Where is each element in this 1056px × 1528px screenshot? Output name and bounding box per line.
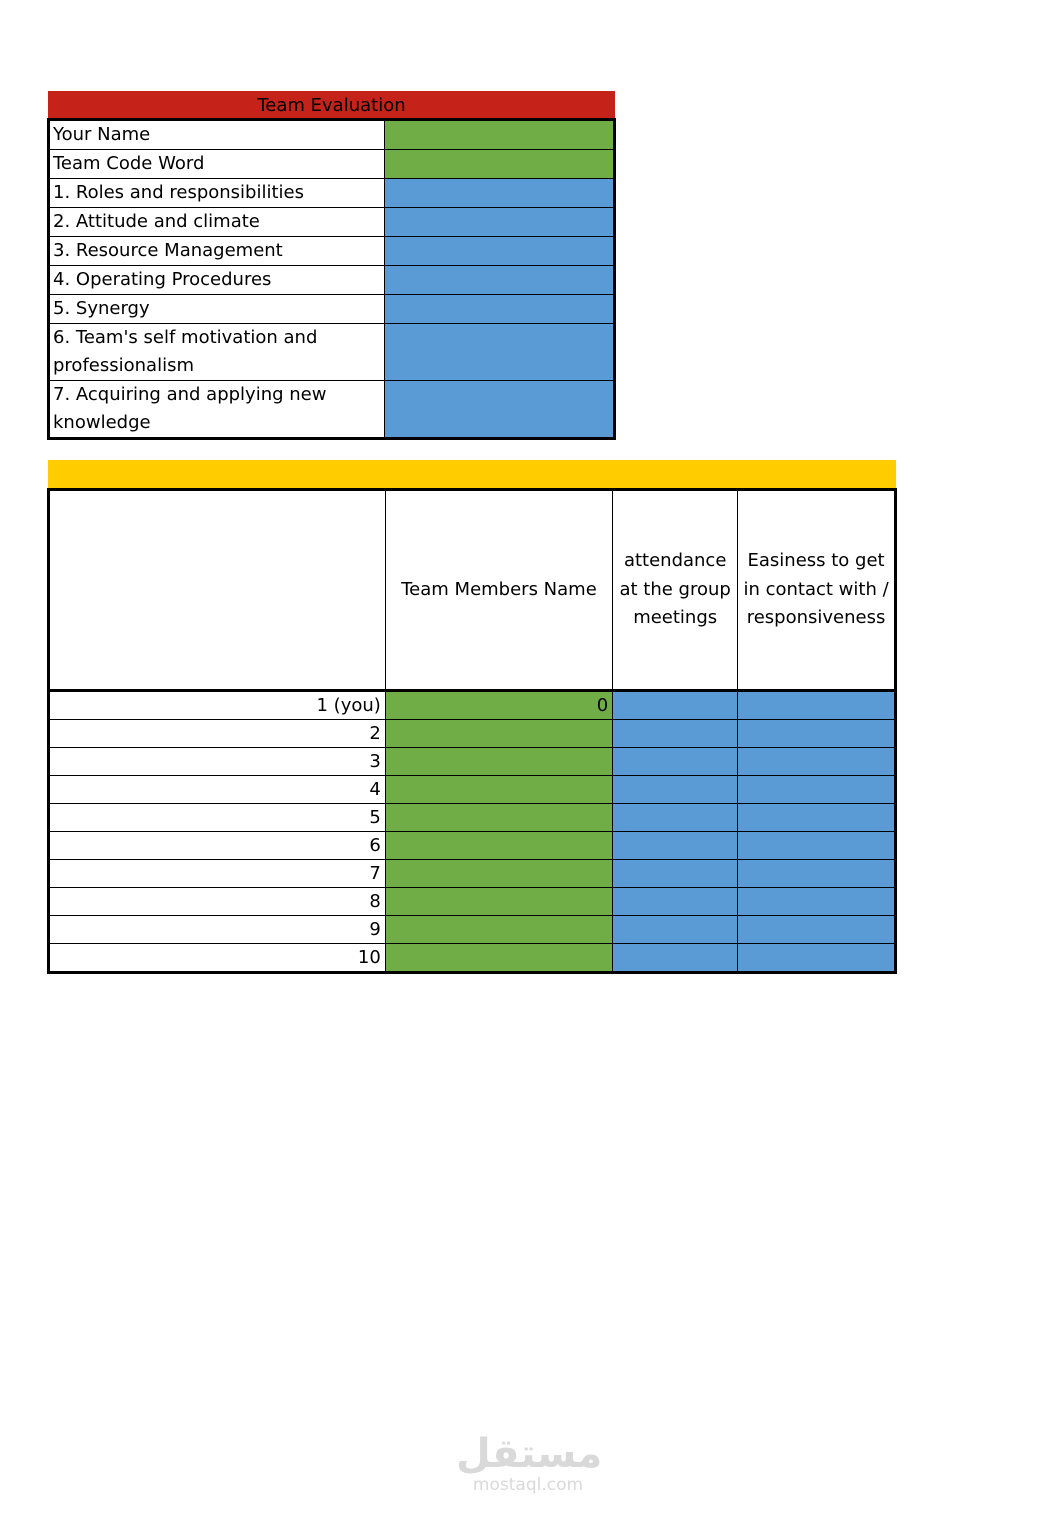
responsiveness-rating-input[interactable] [738, 860, 896, 888]
member-number: 7 [49, 860, 386, 888]
responsiveness-rating-input[interactable] [738, 748, 896, 776]
member-number: 10 [49, 944, 386, 973]
members-table [47, 488, 897, 974]
eval-row-team-code [49, 150, 615, 179]
member-name-input[interactable] [385, 860, 612, 888]
member-number: 6 [49, 832, 386, 860]
responsiveness-rating-input[interactable] [738, 804, 896, 832]
table-row [49, 832, 896, 860]
eval-row-roles [49, 179, 615, 208]
member-name-input[interactable] [385, 720, 612, 748]
eval-row-knowledge [49, 381, 615, 439]
eval-row-motivation [49, 324, 615, 381]
motivation-rating-input[interactable] [384, 324, 614, 381]
synergy-rating-input[interactable] [384, 295, 614, 324]
table-row [49, 860, 896, 888]
watermark-arabic: مستقل [456, 1431, 603, 1477]
member-number: 3 [49, 748, 386, 776]
eval-label: 1. Roles and responsibilities [49, 179, 385, 208]
eval-label: 3. Resource Management [49, 237, 385, 266]
member-number: 1 (you) [49, 691, 386, 720]
member-name-input[interactable] [385, 776, 612, 804]
eval-row-synergy [49, 295, 615, 324]
procedures-rating-input[interactable] [384, 266, 614, 295]
responsiveness-rating-input[interactable] [738, 916, 896, 944]
eval-label: 7. Acquiring and applying new knowledge [49, 381, 385, 439]
member-name-input[interactable] [385, 944, 612, 973]
table-row [49, 916, 896, 944]
eval-row-procedures [49, 266, 615, 295]
team-code-input[interactable] [384, 150, 614, 179]
eval-label: 4. Operating Procedures [49, 266, 385, 295]
member-name-input[interactable]: 0 [385, 691, 612, 720]
eval-label: Your Name [49, 120, 385, 150]
attendance-rating-input[interactable] [613, 832, 738, 860]
member-name-input[interactable] [385, 748, 612, 776]
table-row [49, 804, 896, 832]
header-responsiveness: Easiness to get in contact with / responsiveness [738, 490, 896, 691]
eval-label: 5. Synergy [49, 295, 385, 324]
your-name-input[interactable] [384, 120, 614, 150]
member-name-input[interactable] [385, 916, 612, 944]
evaluation-table [47, 118, 616, 440]
members-section-header [48, 460, 896, 488]
responsiveness-rating-input[interactable] [738, 888, 896, 916]
attendance-rating-input[interactable] [613, 860, 738, 888]
table-row [49, 776, 896, 804]
responsiveness-rating-input[interactable] [738, 832, 896, 860]
knowledge-rating-input[interactable] [384, 381, 614, 439]
eval-label: Team Code Word [49, 150, 385, 179]
member-number: 2 [49, 720, 386, 748]
header-attendance: attendance at the group meetings [613, 490, 738, 691]
table-row [49, 720, 896, 748]
roles-rating-input[interactable] [384, 179, 614, 208]
member-name-input[interactable] [385, 888, 612, 916]
resource-rating-input[interactable] [384, 237, 614, 266]
eval-row-your-name [49, 120, 615, 150]
member-number: 5 [49, 804, 386, 832]
attendance-rating-input[interactable] [613, 888, 738, 916]
attendance-rating-input[interactable] [613, 691, 738, 720]
responsiveness-rating-input[interactable] [738, 691, 896, 720]
attendance-rating-input[interactable] [613, 804, 738, 832]
attendance-rating-input[interactable] [613, 748, 738, 776]
table-row [49, 691, 896, 720]
attendance-rating-input[interactable] [613, 720, 738, 748]
eval-row-attitude [49, 208, 615, 237]
responsiveness-rating-input[interactable] [738, 720, 896, 748]
team-evaluation-title: Team Evaluation [48, 91, 615, 118]
member-number: 4 [49, 776, 386, 804]
mostaql-watermark [456, 1431, 603, 1495]
member-number: 9 [49, 916, 386, 944]
watermark-latin: mostaql.com [472, 1475, 584, 1495]
attendance-rating-input[interactable] [613, 776, 738, 804]
attendance-rating-input[interactable] [613, 944, 738, 973]
table-row [49, 748, 896, 776]
member-number: 8 [49, 888, 386, 916]
table-row [49, 888, 896, 916]
member-name-input[interactable] [385, 804, 612, 832]
eval-label: 6. Team's self motivation and professionalism [49, 324, 385, 381]
eval-label: 2. Attitude and climate [49, 208, 385, 237]
attendance-rating-input[interactable] [613, 916, 738, 944]
responsiveness-rating-input[interactable] [738, 776, 896, 804]
responsiveness-rating-input[interactable] [738, 944, 896, 973]
eval-row-resource [49, 237, 615, 266]
header-index [49, 490, 386, 691]
table-row [49, 944, 896, 973]
header-member-name: Team Members Name [385, 490, 612, 691]
attitude-rating-input[interactable] [384, 208, 614, 237]
member-name-input[interactable] [385, 832, 612, 860]
